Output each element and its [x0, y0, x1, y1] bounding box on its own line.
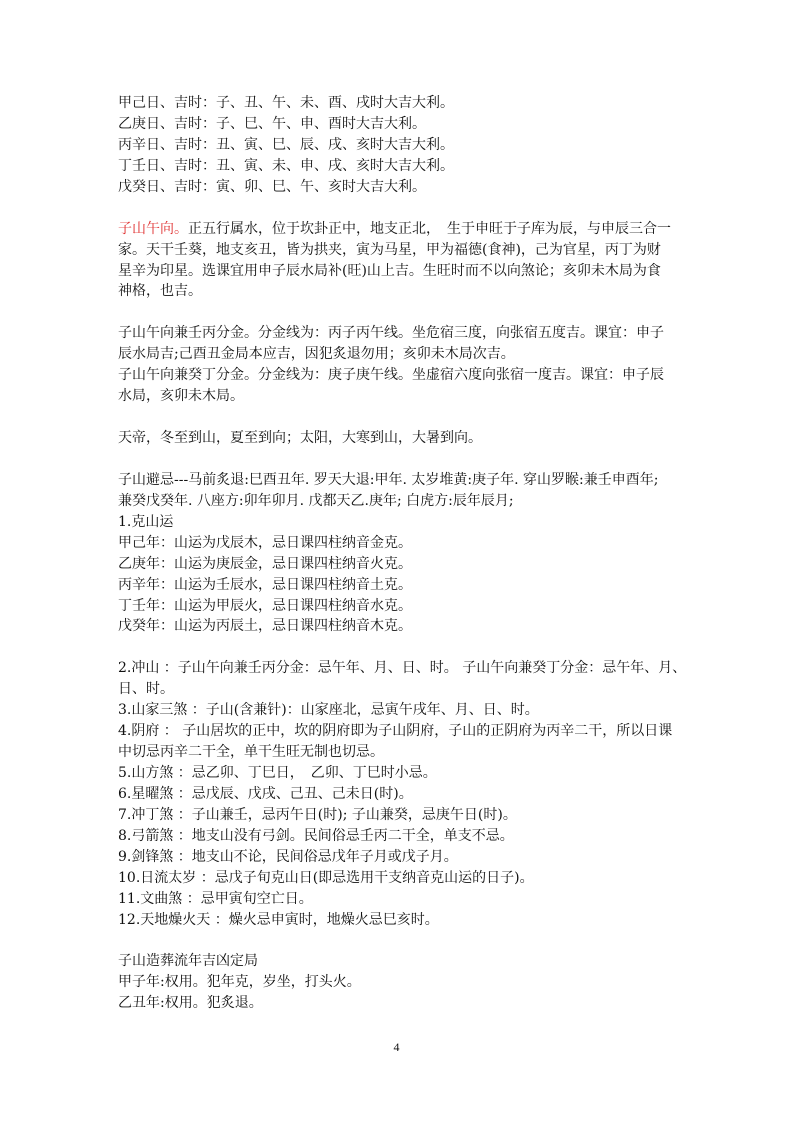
text-line: 神格，也吉。 — [118, 283, 202, 300]
text-line: 戊癸日、吉时：寅、卯、巳、午、亥时大吉大利。 — [118, 178, 426, 195]
paragraph — [118, 951, 698, 1014]
text-line: 乙庚年：山运为庚辰金，忌日课四柱纳音火克。 — [118, 555, 412, 572]
text-line: 兼癸戊癸年. 八座方:卯年卯月. 戊都天乙.庚年; 白虎方:辰年辰月; — [118, 492, 514, 509]
text-line: 丁壬年：山运为甲辰火，忌日课四柱纳音水克。 — [118, 597, 412, 614]
text-line: 7.冲丁煞 ：子山兼壬，忌丙午日(时); 子山兼癸，忌庚午日(时)。 — [118, 806, 517, 823]
text-line: 戊癸年：山运为丙辰土，忌日课四柱纳音木克。 — [118, 618, 412, 635]
text-line: 甲己日、吉时：子、丑、午、未、酉、戌时大吉大利。 — [118, 95, 454, 111]
text-line: 1.克山运 — [118, 513, 174, 530]
text-line: 水局，亥卯未木局。 — [118, 388, 244, 405]
text-line: 丙辛日、吉时：丑、寅、巳、辰、戌、亥时大吉大利。 — [118, 136, 454, 153]
text-line: 甲己年：山运为戊辰木，忌日课四柱纳音金克。 — [118, 534, 412, 551]
section-heading: 子山午向。 — [118, 220, 188, 237]
text-line: 2.冲山 ：子山午向兼壬丙分金：忌午年、月、日、时。 子山午向兼癸丁分金：忌午年、月、 — [118, 660, 687, 677]
blank-line — [118, 198, 698, 219]
text-line: 8.弓箭煞 ：地支山没有弓剑。民间俗忌壬丙二干全，单支不忌。 — [118, 827, 514, 844]
text-line: 12.天地燥火天 ：燥火忌申寅时，地燥火忌巳亥时。 — [118, 911, 439, 928]
paragraph — [118, 428, 698, 449]
text-line: 乙丑年:权用。犯炙退。 — [118, 995, 263, 1012]
text-line: 家。天干壬葵，地支亥丑，皆为拱夹，寅为马星，甲为福德(食神)，己为官星，丙丁为财 — [118, 241, 661, 258]
text-line: 丁壬日、吉时：丑、寅、未、申、戌、亥时大吉大利。 — [118, 157, 454, 174]
text-line: 子山避忌---马前炙退:巳酉丑年. 罗天大退:甲年. 太岁堆黄:庚子年. 穿山罗睺:兼壬申酉年; — [118, 471, 659, 488]
blank-line — [118, 449, 698, 470]
page-number: 4 — [393, 1040, 400, 1054]
blank-line — [118, 637, 698, 658]
text-line: 子山午向兼癸丁分金。分金线为：庚子庚午线。坐虚宿六度向张宿一度吉。课宜：申子辰 — [118, 367, 664, 384]
text-line: 5.山方煞 ：忌乙卯、丁巳日， 乙卯、丁巳时小忌。 — [118, 765, 437, 781]
blank-line — [118, 302, 698, 323]
text-line: 子山造葬流年吉凶定局 — [118, 953, 258, 970]
text-line: 6.星曜煞 ：忌戊辰、戊戌、己丑、己未日(时)。 — [118, 785, 413, 802]
blank-line — [118, 407, 698, 428]
paragraph — [118, 658, 698, 930]
text-line: 4.阴府 ： 子山居坎的正中，坎的阴府即为子山阴府，子山的正阴府为丙辛二干，所以日课 — [118, 723, 673, 740]
document-body — [118, 93, 698, 1014]
text-line: 辰水局吉;己酉丑金局本应吉，因犯炙退勿用；亥卯未木局次吉。 — [118, 346, 515, 363]
text-line: 中切忌丙辛二干全，单干生旺无制也切忌。 — [118, 744, 384, 761]
text-line: 日、时。 — [118, 681, 174, 698]
text-span: 正五行属水，位于坎卦正中，地支正北， 生于申旺于子库为辰，与申辰三合一 — [188, 220, 671, 237]
text-line — [118, 219, 698, 240]
text-line: 3.山家三煞 ：子山(含兼针)：山家座北，忌寅午戌年、月、日、时。 — [118, 702, 539, 719]
text-line: 11.文曲煞 ：忌甲寅旬空亡日。 — [118, 890, 313, 907]
text-line: 10.日流太岁 ：忌戊子旬克山日(即忌选用干支纳音克山运的日子)。 — [118, 869, 534, 886]
text-line: 乙庚日、吉时：子、巳、午、申、酉时大吉大利。 — [118, 115, 426, 132]
text-line: 丙辛年：山运为壬辰水，忌日课四柱纳音土克。 — [118, 576, 412, 593]
paragraph — [118, 470, 698, 638]
paragraph — [118, 93, 698, 198]
paragraph — [118, 219, 698, 303]
text-line: 星辛为印星。选课宜用申子辰水局补(旺)山上吉。生旺时而不以向煞论；亥卯未木局为食 — [118, 262, 661, 279]
text-line: 9.剑锋煞 ：地支山不论，民间俗忌戊年子月或戊子月。 — [118, 848, 458, 865]
text-line: 天帝，冬至到山，夏至到向；太阳，大寒到山，大暑到向。 — [118, 430, 482, 446]
paragraph — [118, 323, 698, 407]
text-line: 子山午向兼壬丙分金。分金线为：丙子丙午线。坐危宿三度，向张宿五度吉。课宜：申子 — [118, 325, 664, 342]
text-line: 甲子年:权用。犯年克，岁坐，打头火。 — [118, 974, 361, 991]
blank-line — [118, 931, 698, 952]
